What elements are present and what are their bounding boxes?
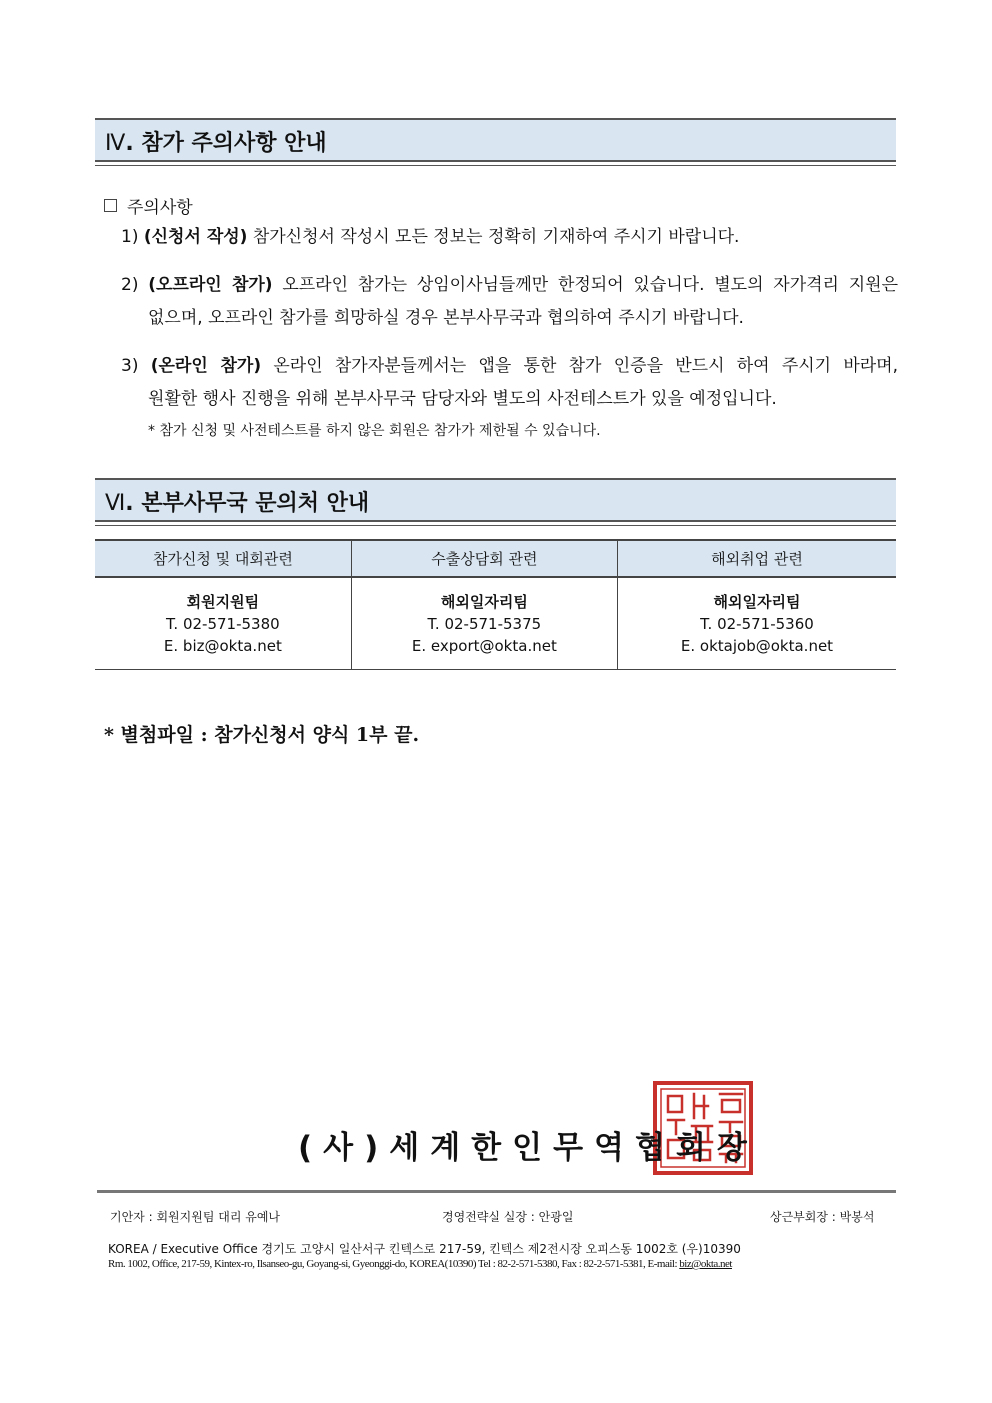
address-korean: KOREA / Executive Office 경기도 고양시 일산서구 킨텍스로 217-59, 킨텍스 제2전시장 오피스동 1002호 (우)10390: [108, 1242, 741, 1256]
contact-table-row: [95, 577, 896, 670]
email: E. oktajob@okta.net: [680, 636, 834, 655]
column-header: 참가신청 및 대회관련: [95, 540, 351, 577]
address-english: Rm. 1002, Office, 217-59, Kintex-ro, Ilsanseo-gu, Goyang-si, Gyeonggi-do, KOREA(10390) Tel : 82-2-571-5380, Fax : 82-2-571-5381, E-mail: biz@okta.net: [108, 1258, 732, 1270]
team-name: 해외일자리팀: [713, 592, 801, 611]
contact-table-header: [95, 540, 896, 577]
column-header: 수출상담회 관련: [351, 540, 617, 577]
email: E. export@okta.net: [411, 636, 557, 655]
contact-cell: [95, 577, 351, 670]
footer-divider: [97, 1190, 896, 1193]
section-4-title: Ⅳ. 참가 주의사항 안내: [105, 131, 327, 156]
team-name: 회원지원팀: [186, 592, 260, 611]
section-4-header: [95, 118, 896, 162]
phone: T. 02-571-5380: [166, 614, 280, 633]
contact-cell: [618, 577, 897, 670]
contact-cell: [351, 577, 617, 670]
phone: T. 02-571-5375: [427, 614, 542, 633]
phone: T. 02-571-5360: [700, 614, 814, 633]
director: 경영전략실 실장 : 안광일: [442, 1210, 574, 1224]
email: E. biz@okta.net: [163, 636, 282, 655]
section-6-header: [95, 478, 896, 522]
checkbox-square-icon: [104, 199, 117, 212]
footer-email-link[interactable]: biz@okta.net: [679, 1258, 732, 1270]
vice-president: 상근부회장 : 박봉석: [770, 1210, 875, 1224]
attachment-note: * 별첨파일 : 참가신청서 양식 1부 끝.: [104, 724, 420, 746]
column-header: 해외취업 관련: [618, 540, 897, 577]
precaution-item-2: 2) (오프라인 참가) 오프라인 참가는 상임이사님들께만 한정되어 있습니다. 별도의 자가격리 지원은 없으며, 오프라인 참가를 희망하실 경우 본부사무국과 협의하여 주시기 바랍니다.: [121, 275, 898, 328]
contact-table: [95, 539, 896, 670]
section-6-title: Ⅵ. 본부사무국 문의처 안내: [105, 491, 370, 516]
precaution-item-1: 1) (신청서 작성) 참가신청서 작성시 모든 정보는 정확히 기재하여 주시기 바랍니다.: [121, 227, 740, 247]
participation-note: * 참가 신청 및 사전테스트를 하지 않은 회원은 참가가 제한될 수 있습니다.: [148, 423, 601, 439]
team-name: 해외일자리팀: [440, 592, 528, 611]
precaution-item-3: 3) (온라인 참가) 온라인 참가자분들께서는 앱을 통한 참가 인증을 반드시 하여 주시기 바라며, 원활한 행사 진행을 위해 본부사무국 담당자와 별도의 사전테스트가 있을 예정입니다.: [121, 356, 898, 409]
drafter: 기안자 : 회원지원팀 대리 유예나: [110, 1210, 280, 1224]
organization-name: (사)세계한인무역협회장: [298, 1130, 758, 1166]
precautions-label: 주의사항: [104, 193, 193, 218]
